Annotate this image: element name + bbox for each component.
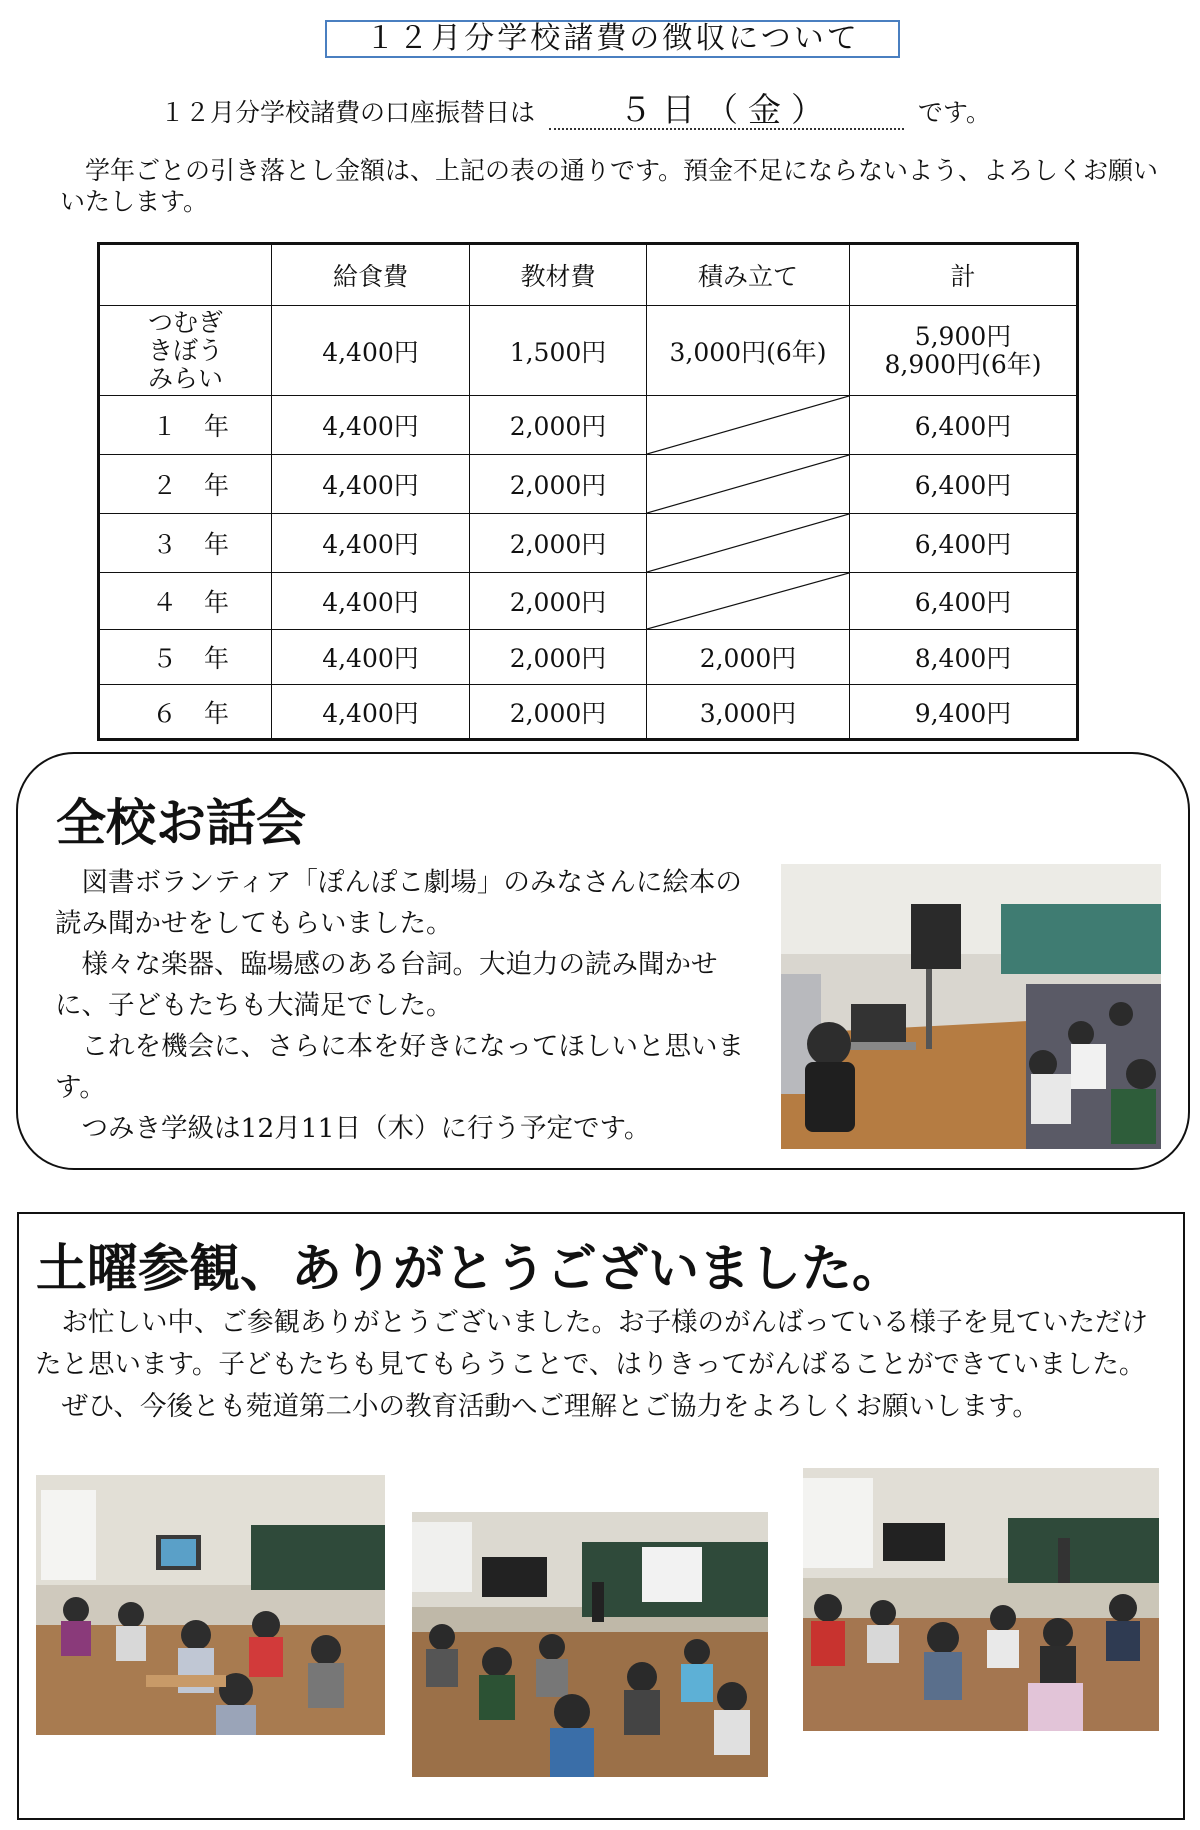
diagonal-slash <box>647 573 849 629</box>
class-name-kibou: きぼう <box>147 335 223 365</box>
header-cell-lunch: 給食費 <box>272 244 470 306</box>
lunch-cell: 4,400円 <box>272 685 470 740</box>
total-cell: 6,400円 <box>850 455 1078 514</box>
materials-cell: 2,000円 <box>470 514 647 573</box>
special-lunch-cell: 4,400円 <box>272 306 470 396</box>
grade-cell: ４ 年 <box>99 573 272 630</box>
savings-cell: 2,000円 <box>647 630 850 685</box>
debit-date-value: ５日（金） <box>549 92 904 130</box>
fees-intro-text: 学年ごとの引き落とし金額は、上記の表の通りです。預金不足にならないよう、よろしくお願いいたします。 <box>60 156 1159 216</box>
diagonal-slash <box>647 514 849 572</box>
grade-cell: １ 年 <box>99 396 272 455</box>
fee-table-header-row <box>99 244 1078 306</box>
saturday-paragraph: お忙しい中、ご参観ありがとうございました。お子様のがんばっている様子を見ていただけたと思います。子どもたちも見てもらうことで、はりきってがんばることができていました。 <box>35 1307 1148 1380</box>
table-row <box>99 573 1078 630</box>
header-cell-blank <box>99 244 272 306</box>
grade-cell: ２ 年 <box>99 455 272 514</box>
fee-table <box>97 242 1079 741</box>
total-cell: 8,400円 <box>850 630 1078 685</box>
debit-date-prefix: １２月分学校諸費の口座振替日は <box>160 98 536 127</box>
savings-cell: 3,000円 <box>647 685 850 740</box>
assembly-paragraph: これを機会に、さらに本を好きになってほしいと思います。 <box>55 1031 744 1103</box>
assembly-paragraph: 図書ボランティア「ぽんぽこ劇場」のみなさんに絵本の読み聞かせをしてもらいました。 <box>55 867 742 939</box>
materials-cell: 2,000円 <box>470 455 647 514</box>
special-savings-cell: 3,000円(6年) <box>647 306 850 396</box>
total-cell: 6,400円 <box>850 573 1078 630</box>
diagonal-slash <box>647 396 849 454</box>
table-row <box>99 685 1078 740</box>
special-total-line2: 8,900円(6年) <box>884 349 1042 379</box>
header-cell-total: 計 <box>850 244 1078 306</box>
saturday-heading: 土曜参観、ありがとうございました。 <box>36 1240 904 1299</box>
lunch-cell: 4,400円 <box>272 455 470 514</box>
special-materials-cell: 1,500円 <box>470 306 647 396</box>
assembly-body <box>55 862 755 1149</box>
lunch-cell: 4,400円 <box>272 630 470 685</box>
storytelling-photo <box>781 864 1161 1149</box>
special-class-names <box>99 306 272 396</box>
classroom-photo-3 <box>803 1468 1159 1731</box>
debit-date-line <box>160 92 991 130</box>
classroom-photo-1 <box>36 1475 385 1735</box>
total-cell: 6,400円 <box>850 396 1078 455</box>
class-name-mirai: みらい <box>147 363 223 393</box>
debit-date-suffix: です。 <box>917 98 991 127</box>
savings-cell-empty <box>647 514 850 573</box>
special-total-line1: 5,900円 <box>914 321 1012 351</box>
materials-cell: 2,000円 <box>470 396 647 455</box>
assembly-paragraph: 様々な楽器、臨場感のある台詞。大迫力の読み聞かせに、子どもたちも大満足でした。 <box>55 949 718 1021</box>
savings-cell-empty <box>647 396 850 455</box>
lunch-cell: 4,400円 <box>272 396 470 455</box>
fees-title: １２月分学校諸費の徴収について <box>325 20 900 58</box>
grade-cell: ６ 年 <box>99 685 272 740</box>
header-cell-savings: 積み立て <box>647 244 850 306</box>
savings-cell-empty <box>647 455 850 514</box>
diagonal-slash <box>647 455 849 513</box>
header-cell-materials: 教材費 <box>470 244 647 306</box>
table-row-special-classes <box>99 306 1078 396</box>
saturday-body <box>35 1302 1170 1428</box>
table-row <box>99 514 1078 573</box>
lunch-cell: 4,400円 <box>272 573 470 630</box>
lunch-cell: 4,400円 <box>272 514 470 573</box>
materials-cell: 2,000円 <box>470 573 647 630</box>
assembly-heading: 全校お話会 <box>56 794 306 852</box>
total-cell: 6,400円 <box>850 514 1078 573</box>
table-row <box>99 630 1078 685</box>
materials-cell: 2,000円 <box>470 685 647 740</box>
total-cell: 9,400円 <box>850 685 1078 740</box>
saturday-paragraph: ぜひ、今後とも菀道第二小の教育活動へご理解とご協力をよろしくお願いします。 <box>35 1391 1039 1422</box>
class-name-tsumugi: つむぎ <box>147 307 223 337</box>
special-total-cell <box>850 306 1078 396</box>
assembly-paragraph: つみき学級は12月11日（木）に行う予定です。 <box>55 1113 651 1144</box>
grade-cell: ３ 年 <box>99 514 272 573</box>
grade-cell: ５ 年 <box>99 630 272 685</box>
table-row <box>99 396 1078 455</box>
classroom-photo-2 <box>412 1512 768 1777</box>
materials-cell: 2,000円 <box>470 630 647 685</box>
table-row <box>99 455 1078 514</box>
savings-cell-empty <box>647 573 850 630</box>
